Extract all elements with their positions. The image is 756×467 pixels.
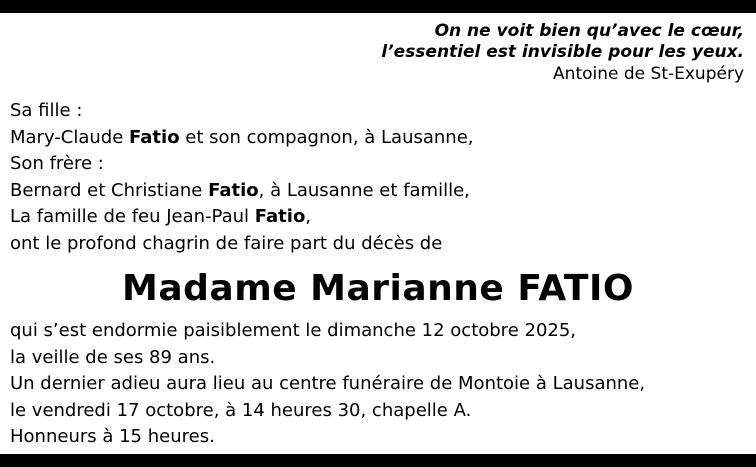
service-details-block [10,318,746,451]
notice-line: Honneurs à 15 heures. [10,426,215,447]
family-announcement-block [10,98,746,257]
epigraph-author: Antoine de St-Exupéry [553,64,744,84]
notice-line: la veille de ses 89 ans. [10,346,216,368]
notice-line: La famille de feu Jean-Paul Fatio, [10,206,312,227]
notice-line: Son frère : [10,153,104,174]
notice-line: Bernard et Christiane Fatio, à Lausanne et famille, [10,179,470,201]
notice-line: Un dernier adieu aura lieu au centre funéraire de Montoie à Lausanne, [10,373,646,394]
notice-line: ont le profond chagrin de faire part du décès de [10,232,443,254]
deceased-name: Madame Marianne FATIO [122,268,634,309]
epigraph-line-2: l’essentiel est invisible pour les yeux. [381,42,744,62]
notice-line: le vendredi 17 octobre, à 14 heures 30, chapelle A. [10,399,472,421]
epigraph-quote [10,21,746,63]
epigraph-line-1: On ne voit bien qu’avec le cœur, [434,21,744,41]
notice-line: Mary-Claude Fatio et son compagnon, à Lausanne, [10,126,474,148]
notice-line: Sa fille : [10,100,83,121]
death-notice-card [0,13,756,454]
notice-line: qui s’est endormie paisiblement le dimanche 12 octobre 2025, [10,320,577,341]
